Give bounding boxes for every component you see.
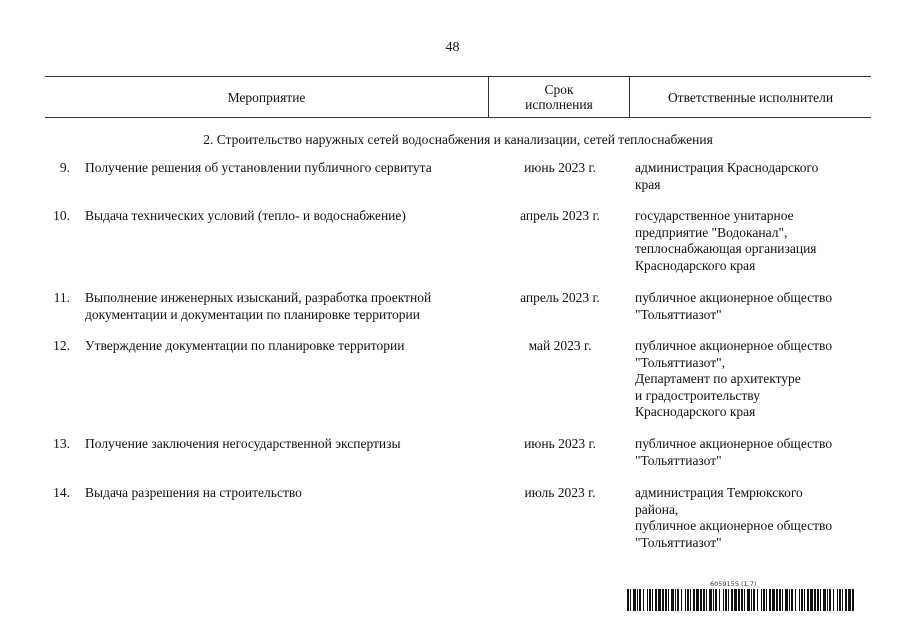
header-deadline	[489, 77, 630, 117]
table-header	[45, 76, 871, 118]
row-deadline: июль 2023 г.	[524, 485, 596, 500]
barcode-label: 6059155 (1.7)	[710, 580, 757, 588]
header-responsible: Ответственные исполнители	[667, 89, 834, 105]
row-number: 11.	[53, 290, 70, 305]
row-responsible: государственное унитарное предприятие "Водоканал", теплоснабжающая организация Краснодарского края	[635, 208, 817, 273]
row-event: Выдача разрешения на строительство	[85, 485, 302, 500]
section-title: 2. Строительство наружных сетей водоснабжения и канализации, сетей теплоснабжения	[203, 132, 713, 147]
barcode	[627, 589, 857, 611]
header-event: Мероприятие	[45, 77, 489, 117]
row-responsible: публичное акционерное общество "Тольяттиазот"	[635, 436, 833, 468]
row-deadline: апрель 2023 г.	[520, 290, 600, 305]
row-responsible: публичное акционерное общество "Тольяттиазот", Департамент по архитектуре и градостроительству Краснодарского края	[635, 338, 833, 419]
row-deadline: май 2023 г.	[528, 338, 592, 353]
header-deadline-line2: исполнения	[525, 97, 593, 112]
page-number: 48	[445, 40, 460, 55]
row-number: 13.	[53, 436, 70, 451]
row-event: Утверждение документации по планировке территории	[85, 338, 405, 353]
row-number: 9.	[59, 160, 70, 175]
row-responsible: администрация Темрюкского района, публичное акционерное общество "Тольяттиазот"	[635, 485, 833, 550]
row-event: Получение решения об установлении публичного сервитута	[85, 160, 432, 175]
row-number: 10.	[53, 208, 70, 223]
row-deadline: апрель 2023 г.	[520, 208, 600, 223]
row-event: Выполнение инженерных изысканий, разработка проектной документации и документации по планировке территории	[85, 290, 432, 322]
row-number: 14.	[53, 485, 70, 500]
row-event: Выдача технических условий (тепло- и водоснабжение)	[85, 208, 406, 223]
row-deadline: июнь 2023 г.	[524, 436, 596, 451]
row-event: Получение заключения негосударственной экспертизы	[85, 436, 401, 451]
row-number: 12.	[53, 338, 70, 353]
row-deadline: июнь 2023 г.	[524, 160, 596, 175]
header-deadline-line1: Срок	[544, 82, 574, 97]
row-responsible: публичное акционерное общество "Тольяттиазот"	[635, 290, 833, 322]
row-responsible: администрация Краснодарского края	[635, 160, 819, 192]
